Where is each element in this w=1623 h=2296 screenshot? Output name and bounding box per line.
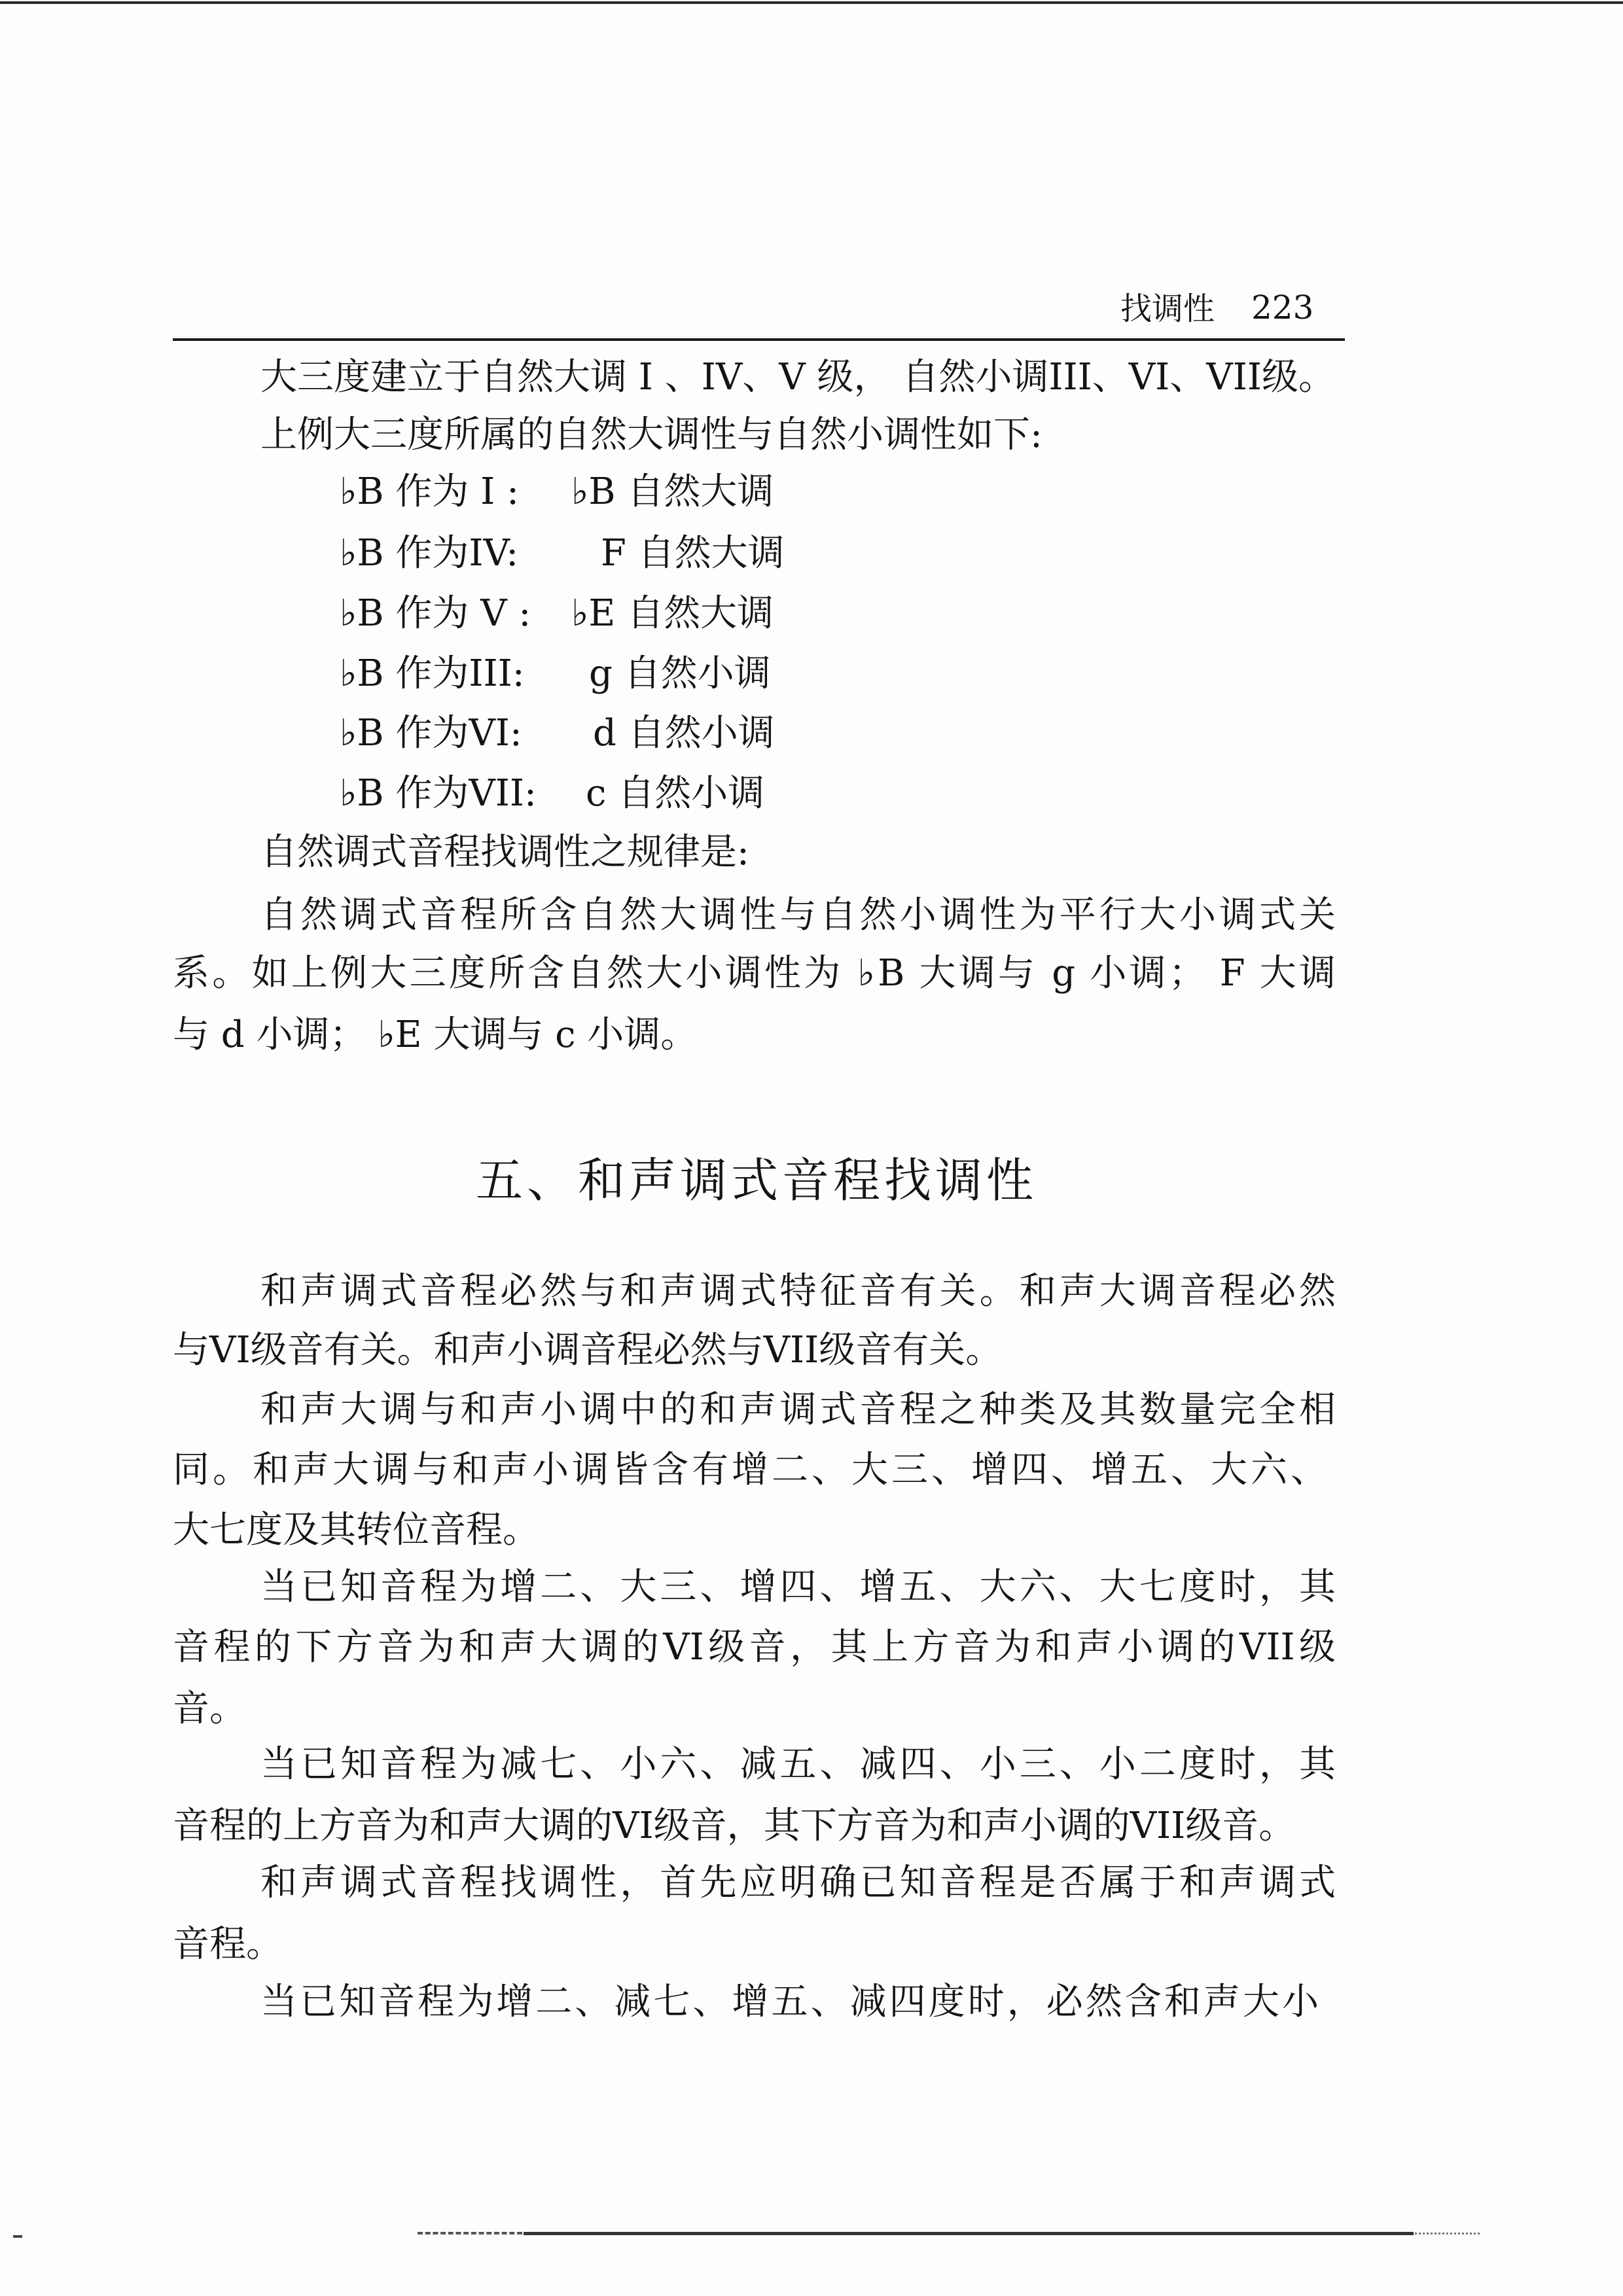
list-item-degree: ♭B 作为VII: xyxy=(340,772,537,815)
page-number: 223 xyxy=(1251,289,1314,327)
intro-line-1: 大三度建立于自然大调 I 、IV、V 级， 自然小调III、VI、VII级。 xyxy=(260,356,1335,398)
list-item-key: F 自然大调 xyxy=(601,532,785,574)
list-item-key: g 自然小调 xyxy=(589,652,771,695)
list-item-degree: ♭B 作为 V : xyxy=(340,592,531,635)
list-item-degree: ♭B 作为 I : xyxy=(340,470,519,513)
scan-mark xyxy=(13,2235,22,2238)
list-item-key: d 自然小调 xyxy=(593,712,775,754)
paragraph-line: 和声大调与和声小调中的和声调式音程之种类及其数量完全相 xyxy=(260,1388,1336,1431)
list-item-degree: ♭B 作为VI: xyxy=(340,712,522,754)
footer-rule-dashed xyxy=(418,2232,522,2234)
paragraph-line: 同。和声大调与和声小调皆含有增二、大三、增四、增五、大六、 xyxy=(173,1449,1327,1491)
footer-rule-dotted xyxy=(1415,2233,1480,2234)
paragraph-line: 音程的上方音为和声大调的VI级音，其下方音为和声小调的VII级音。 xyxy=(173,1805,1296,1847)
header-section-title: 找调性 xyxy=(1120,291,1215,327)
intro-line-2: 上例大三度所属的自然大调性与自然小调性如下: xyxy=(260,414,1043,456)
paragraph-line: 自然调式音程所含自然大调性与自然小调性为平行大小调式关 xyxy=(260,894,1336,936)
paragraph-line: 音程的下方音为和声大调的VI级音，其上方音为和声小调的VII级 xyxy=(173,1626,1336,1669)
paragraph-line: 音程。 xyxy=(173,1923,283,1966)
paragraph-line: 大七度及其转位音程。 xyxy=(173,1509,539,1551)
list-item-key: ♭E 自然大调 xyxy=(571,592,774,635)
paragraph-line: 当已知音程为减七、小六、减五、减四、小三、小二度时，其 xyxy=(260,1743,1336,1786)
paragraph-line: 当已知音程为增二、减七、增五、减四度时，必然含和声大小 xyxy=(260,1981,1319,2023)
list-item-key: c 自然小调 xyxy=(586,772,765,815)
scan-top-edge-line xyxy=(0,1,1623,4)
paragraph-line: 音。 xyxy=(173,1687,246,1730)
list-item-degree: ♭B 作为III: xyxy=(340,652,525,695)
list-item-degree: ♭B 作为IV: xyxy=(340,532,519,574)
paragraph-line: 和声调式音程必然与和声调式特征音有关。和声大调音程必然 xyxy=(260,1270,1336,1313)
list-item-key: ♭B 自然大调 xyxy=(571,470,774,513)
paragraph-line: 系。如上例大三度所含自然大小调性为 ♭B 大调与 g 小调； F 大调 xyxy=(173,952,1336,995)
footer-rule xyxy=(524,2232,1414,2235)
section-heading: 五、和声调式音程找调性 xyxy=(476,1153,1038,1208)
paragraph-line: 与 d 小调； ♭E 大调与 c 小调。 xyxy=(173,1014,698,1056)
paragraph-line: 当已知音程为增二、大三、增四、增五、大六、大七度时，其 xyxy=(260,1566,1336,1608)
header-rule xyxy=(173,338,1345,341)
paragraph-line: 与VI级音有关。和声小调音程必然与VII级音有关。 xyxy=(173,1329,1003,1371)
paragraph-line: 和声调式音程找调性，首先应明确已知音程是否属于和声调式 xyxy=(260,1862,1336,1904)
rule-heading: 自然调式音程找调性之规律是: xyxy=(260,831,749,874)
